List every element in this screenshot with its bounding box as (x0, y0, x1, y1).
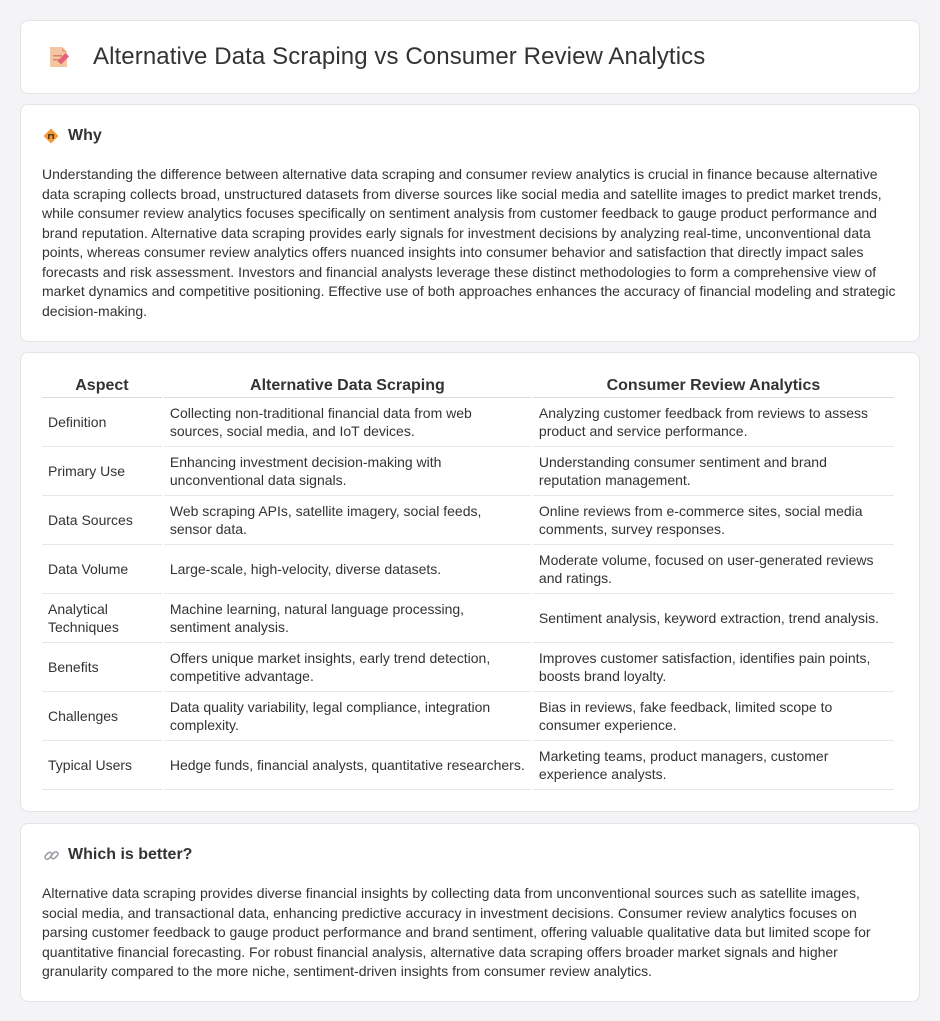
why-text: Understanding the difference between alternative data scraping and consumer review analytics is crucial in finance because alternative data scraping collects broad, unstructured datasets from diverse sources like social media and satellite images to predict market trends, while consumer review analytics focuses specifically on sentiment analysis from customer feedback to gauge product performance and brand reputation. Alternative data scraping provides early signals for investment decisions by analyzing real-time, unconventional data points, whereas consumer review analytics offers nuanced insights into consumer behavior and satisfaction that directly impact sales forecasts and risk assessment. Investors and financial analysts leverage these distinct methodologies to form a comprehensive view of market dynamics and competitive positioning. Effective use of both approaches enhances the accuracy of financial modeling and strategic decision-making. (42, 166, 896, 319)
table-cell: Collecting non-traditional financial data from web sources, social media, and IoT devices. (164, 398, 531, 447)
header-consumer-review-analytics: Consumer Review Analytics (533, 373, 894, 398)
aspect-cell: Data Volume (42, 545, 162, 594)
why-title: Why (68, 127, 102, 144)
table-cell: Enhancing investment decision-making with unconventional data signals. (164, 447, 531, 496)
header-alternative-data-scraping: Alternative Data Scraping (164, 373, 531, 398)
table-header-row (42, 373, 894, 398)
aspect-cell: Definition (42, 398, 162, 447)
table-row (42, 447, 894, 496)
table-cell: Analyzing customer feedback from reviews to assess product and service performance. (533, 398, 894, 447)
link-icon (42, 846, 60, 864)
table-cell: Understanding consumer sentiment and brand reputation management. (533, 447, 894, 496)
table-cell: Online reviews from e-commerce sites, social media comments, survey responses. (533, 496, 894, 545)
aspect-cell: Data Sources (42, 496, 162, 545)
table-cell: Offers unique market insights, early trend detection, competitive advantage. (164, 643, 531, 692)
aspect-cell: Analytical Techniques (42, 594, 162, 643)
table-cell: Marketing teams, product managers, customer experience analysts. (533, 741, 894, 790)
which-is-better-title: Which is better? (68, 846, 193, 863)
table-cell: Improves customer satisfaction, identifies pain points, boosts brand loyalty. (533, 643, 894, 692)
page-title: Alternative Data Scraping vs Consumer Review Analytics (93, 43, 706, 70)
table-row (42, 643, 894, 692)
why-section (20, 104, 920, 342)
aspect-cell: Typical Users (42, 741, 162, 790)
aspect-cell: Benefits (42, 643, 162, 692)
comparison-section (20, 352, 920, 812)
aspect-cell: Challenges (42, 692, 162, 741)
table-cell: Machine learning, natural language processing, sentiment analysis. (164, 594, 531, 643)
title-card (20, 20, 920, 94)
which-is-better-text: Alternative data scraping provides diverse financial insights by collecting data from unconventional sources such as satellite images, social media, and transactional data, enhancing predictive accuracy in investment decisions. Consumer review analytics focuses on parsing customer feedback to gauge product performance and brand sentiment, offering valuable qualitative data but limited scope for quantitative financial forecasting. For robust financial analysis, alternative data scraping offers broader market signals and higher granularity compared to the more niche, sentiment-driven insights from consumer review analytics. (42, 885, 871, 979)
table-row (42, 496, 894, 545)
document-pencil-icon (47, 44, 71, 70)
table-cell: Web scraping APIs, satellite imagery, social feeds, sensor data. (164, 496, 531, 545)
table-cell: Bias in reviews, fake feedback, limited scope to consumer experience. (533, 692, 894, 741)
comparison-table (40, 373, 896, 790)
table-cell: Sentiment analysis, keyword extraction, trend analysis. (533, 594, 894, 643)
table-row (42, 398, 894, 447)
table-cell: Hedge funds, financial analysts, quantitative researchers. (164, 741, 531, 790)
aspect-cell: Primary Use (42, 447, 162, 496)
which-is-better-section (20, 823, 920, 1002)
table-row (42, 692, 894, 741)
table-cell: Large-scale, high-velocity, diverse datasets. (164, 545, 531, 594)
header-aspect: Aspect (42, 373, 162, 398)
diamond-sign-icon (42, 127, 60, 145)
table-cell: Moderate volume, focused on user-generated reviews and ratings. (533, 545, 894, 594)
table-row (42, 741, 894, 790)
why-heading (42, 127, 898, 145)
table-row (42, 545, 894, 594)
table-cell: Data quality variability, legal compliance, integration complexity. (164, 692, 531, 741)
which-is-better-heading (42, 846, 898, 864)
table-row (42, 594, 894, 643)
